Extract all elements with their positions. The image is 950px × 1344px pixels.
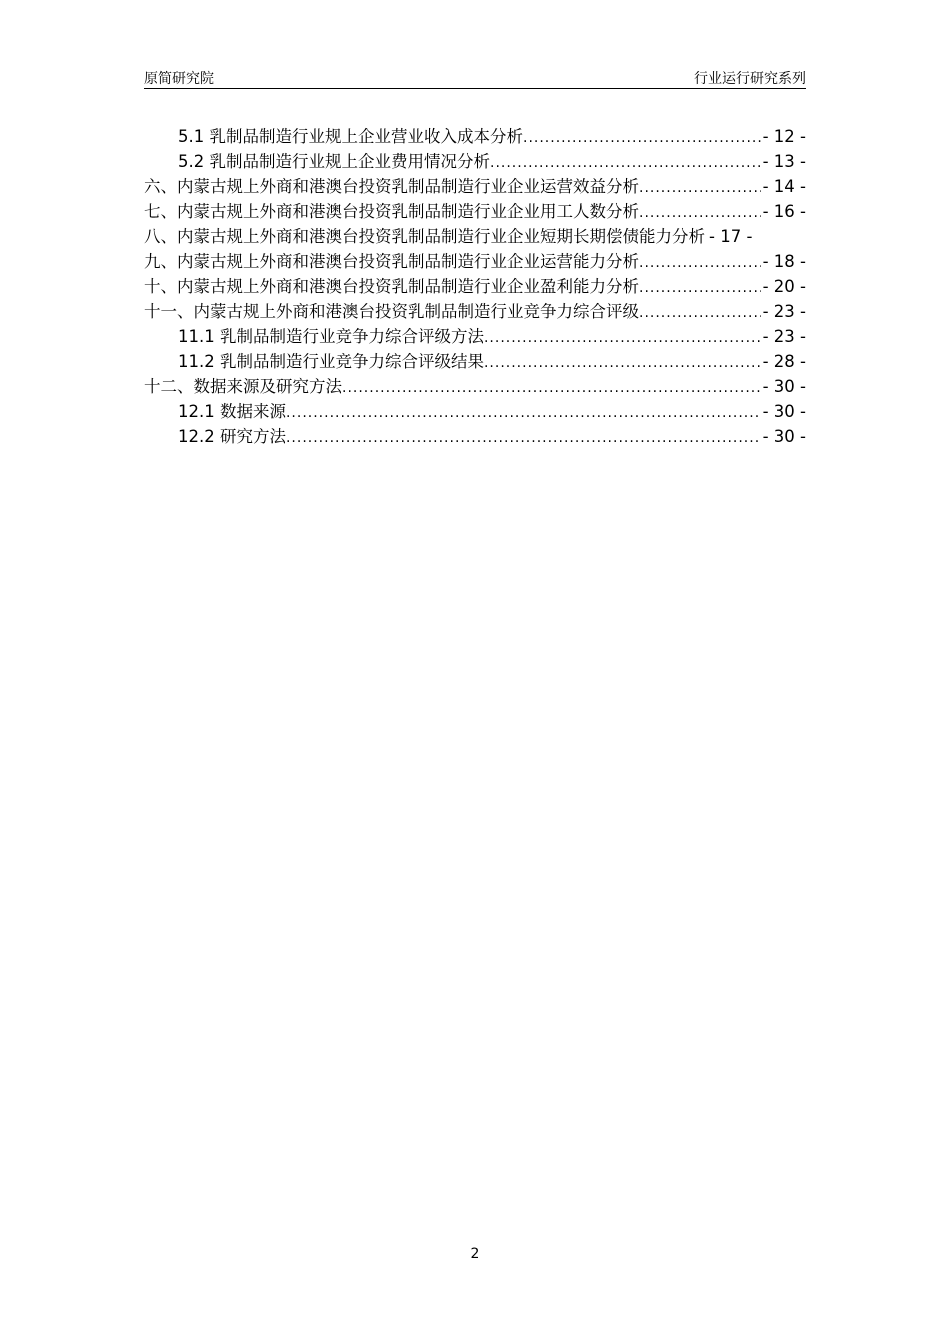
toc-entry-title: 七、内蒙古规上外商和港澳台投资乳制品制造行业企业用工人数分析 [144, 202, 639, 221]
toc-entry[interactable] [144, 374, 806, 399]
toc-entry-title: 八、内蒙古规上外商和港澳台投资乳制品制造行业企业短期长期偿债能力分析 [144, 227, 705, 246]
toc-entry[interactable] [144, 424, 806, 449]
toc-leader-dots [490, 151, 761, 174]
toc-entry-page: - 23 - [762, 327, 806, 346]
toc-entry[interactable] [144, 174, 806, 199]
toc-leader-dots [342, 376, 761, 399]
toc-entry-page: - 30 - [762, 402, 806, 421]
toc-leader-dots [639, 251, 761, 274]
toc-leader-dots [484, 351, 761, 374]
toc-entry-page: - 18 - [762, 252, 806, 271]
toc-entry[interactable] [144, 199, 806, 224]
toc-entry-title: 11.2 乳制品制造行业竞争力综合评级结果 [178, 352, 484, 371]
toc-entry[interactable] [144, 324, 806, 349]
toc-leader-dots [639, 176, 761, 199]
toc-entry-title: 12.1 数据来源 [178, 402, 286, 421]
table-of-contents [144, 124, 806, 449]
toc-entry-page: - 23 - [762, 302, 806, 321]
toc-entry[interactable] [144, 299, 806, 324]
toc-entry-page: - 30 - [762, 427, 806, 446]
toc-entry[interactable] [144, 124, 806, 149]
toc-entry[interactable] [144, 224, 806, 249]
toc-entry-page: - 28 - [762, 352, 806, 371]
toc-entry-title: 十、内蒙古规上外商和港澳台投资乳制品制造行业企业盈利能力分析 [144, 277, 639, 296]
toc-leader-dots [639, 201, 761, 224]
toc-leader-dots [484, 326, 761, 349]
header-organization: 原简研究院 [144, 71, 214, 87]
toc-entry[interactable] [144, 274, 806, 299]
header-series-title: 行业运行研究系列 [694, 71, 806, 87]
toc-entry[interactable] [144, 349, 806, 374]
toc-leader-dots [639, 276, 761, 299]
toc-entry-title: 十一、内蒙古规上外商和港澳台投资乳制品制造行业竞争力综合评级 [144, 302, 639, 321]
toc-entry-title: 九、内蒙古规上外商和港澳台投资乳制品制造行业企业运营能力分析 [144, 252, 639, 271]
toc-entry-page: - 16 - [762, 202, 806, 221]
page-header [144, 66, 806, 89]
page-number: 2 [470, 1246, 480, 1262]
toc-entry-page: - 30 - [762, 377, 806, 396]
toc-entry-page: - 14 - [762, 177, 806, 196]
toc-entry-page: - 12 - [762, 127, 806, 146]
toc-entry-page: - 13 - [762, 152, 806, 171]
toc-entry-page: - 20 - [762, 277, 806, 296]
toc-leader-dots [523, 126, 761, 149]
toc-entry-title: 十二、数据来源及研究方法 [144, 377, 342, 396]
toc-leader-dots [286, 426, 761, 449]
toc-entry-title: 12.2 研究方法 [178, 427, 286, 446]
toc-entry-title: 11.1 乳制品制造行业竞争力综合评级方法 [178, 327, 484, 346]
toc-entry[interactable] [144, 399, 806, 424]
toc-leader-dots [286, 401, 761, 424]
toc-entry[interactable] [144, 249, 806, 274]
toc-leader-dots [639, 301, 761, 324]
toc-entry-title: 5.1 乳制品制造行业规上企业营业收入成本分析 [178, 127, 523, 146]
toc-entry-title: 六、内蒙古规上外商和港澳台投资乳制品制造行业企业运营效益分析 [144, 177, 639, 196]
toc-entry[interactable] [144, 149, 806, 174]
toc-entry-title: 5.2 乳制品制造行业规上企业费用情况分析 [178, 152, 490, 171]
toc-entry-page: - 17 - [709, 227, 753, 246]
